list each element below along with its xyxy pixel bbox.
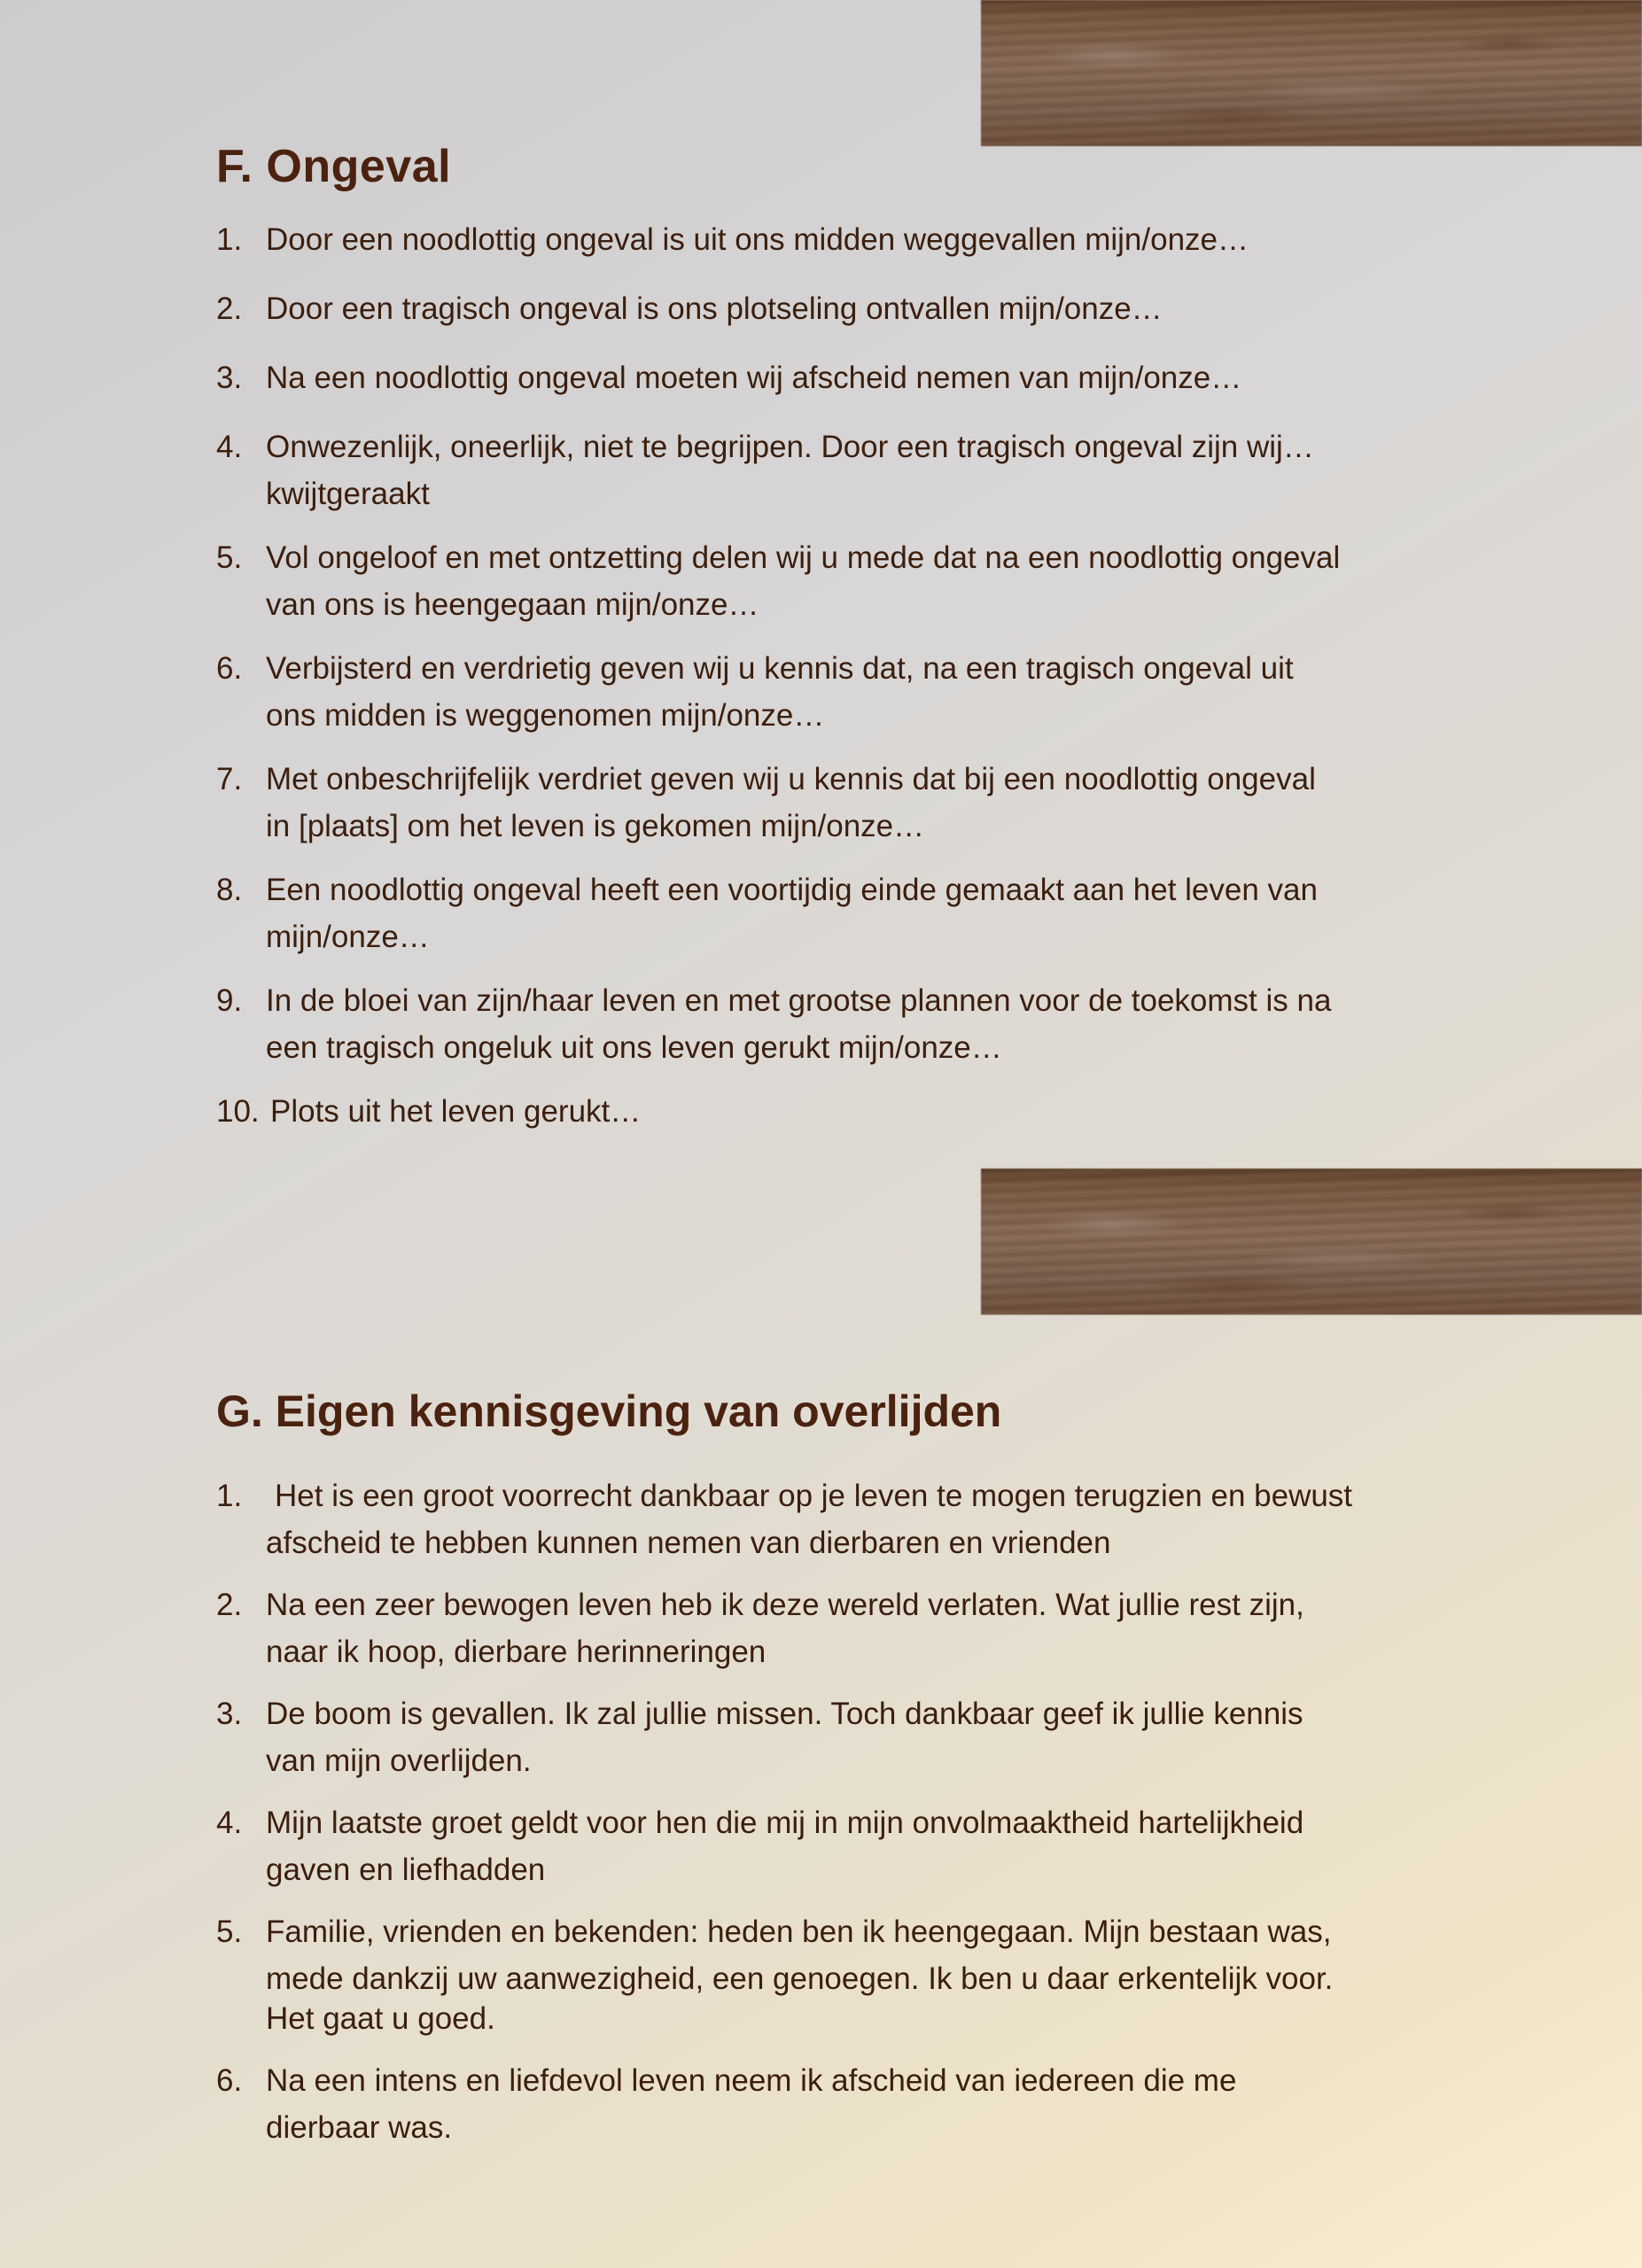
list-item-text: Door een noodlottig ongeval is uit ons midden weggevallen mijn/onze… [266, 222, 1249, 257]
list-item-text-continued: naar ik hoop, dierbare herinneringen [266, 1635, 767, 1669]
list-item-text-continued: gaven en liefhadden [266, 1852, 546, 1887]
list-item-number: 2. [216, 1588, 243, 1622]
list-item-text-continued: van ons is heengegaan mijn/onze… [266, 587, 759, 622]
list-item [216, 2057, 1457, 2151]
list-item-text: Verbijsterd en verdrietig geven wij u kennis dat, na een tragisch ongeval uit [266, 651, 1294, 686]
list-item-text: Na een noodlottig ongeval moeten wij afscheid nemen van mijn/onze… [266, 361, 1242, 395]
list-item [216, 423, 1457, 517]
list-item-text: Door een tragisch ongeval is ons plotseling ontvallen mijn/onze… [266, 291, 1163, 326]
list-item-number: 3. [216, 361, 243, 395]
list-item [216, 1690, 1457, 1784]
list-item-number: 3. [216, 1697, 243, 1731]
list-item-text-continued: kwijtgeraakt [266, 477, 430, 511]
list-item-number: 4. [216, 1806, 243, 1840]
list-item-text: Na een intens en liefdevol leven neem ik afscheid van iedereen die me [266, 2063, 1237, 2098]
list-item [216, 534, 1457, 628]
list-item-number: 7. [216, 762, 243, 796]
list-item-number: 6. [216, 2063, 243, 2098]
list-item-text-continued: in [plaats] om het leven is gekomen mijn/onze… [266, 809, 925, 843]
list-item-number: 5. [216, 540, 243, 575]
list-item-text: In de bloei van zijn/haar leven en met grootse plannen voor de toekomst is na [266, 983, 1332, 1018]
list-item-text: Onwezenlijk, oneerlijk, niet te begrijpen. Door een tragisch ongeval zijn wij… [266, 430, 1314, 464]
list-item [216, 1799, 1457, 1893]
section-g-heading: G. Eigen kennisgeving van overlijden [216, 1386, 1002, 1436]
list-item-text: Plots uit het leven gerukt… [270, 1094, 642, 1129]
list-item [216, 756, 1457, 850]
list-item-number: 6. [216, 651, 243, 686]
wood-texture-banner-top [981, 0, 1642, 146]
list-item-text-continued: dierbaar was. [266, 2110, 453, 2145]
list-item-text: Het is een groot voorrecht dankbaar op je leven te mogen terugzien en bewust [275, 1479, 1353, 1513]
list-item-text: Een noodlottig ongeval heeft een voortijdig einde gemaakt aan het leven van [266, 873, 1318, 907]
list-item-text: Na een zeer bewogen leven heb ik deze wereld verlaten. Wat jullie rest zijn, [266, 1588, 1304, 1622]
wood-texture-banner-middle [981, 1169, 1642, 1315]
list-item-number: 8. [216, 873, 243, 907]
list-item-text-continued: van mijn overlijden. [266, 1744, 532, 1778]
list-item-text: Mijn laatste groet geldt voor hen die mij in mijn onvolmaaktheid hartelijkheid [266, 1806, 1304, 1840]
list-item-number: 2. [216, 291, 243, 326]
list-item [216, 1908, 1457, 2042]
list-item-text-continued: een tragisch ongeluk uit ons leven gerukt mijn/onze… [266, 1030, 1002, 1065]
list-item-text-continued: mede dankzij uw aanwezigheid, een genoegen. Ik ben u daar erkentelijk voor. [266, 1961, 1334, 1996]
list-item [216, 1581, 1457, 1675]
list-item-number: 9. [216, 983, 243, 1018]
section-f-heading: F. Ongeval [216, 141, 452, 192]
list-item-text: Met onbeschrijfelijk verdriet geven wij u kennis dat bij een noodlottig ongeval [266, 762, 1316, 796]
list-item-number: 1. [216, 1479, 243, 1513]
list-item-text-continued: mijn/onze… [266, 920, 430, 954]
list-item [216, 1088, 1457, 1135]
list-item-text: Vol ongeloof en met ontzetting delen wij u mede dat na een noodlottig ongeval [266, 540, 1341, 575]
section-g-list [216, 1472, 1457, 2166]
list-item-text-continued: afscheid te hebben kunnen nemen van dierbaren en vrienden [266, 1526, 1111, 1560]
list-item-text-continued: Het gaat u goed. [266, 2001, 495, 2036]
section-f-list [216, 216, 1457, 1157]
list-item [216, 354, 1457, 401]
list-item-number: 1. [216, 222, 243, 257]
list-item [216, 977, 1457, 1071]
list-item [216, 285, 1457, 332]
list-item-number: 4. [216, 430, 243, 464]
list-item-number: 5. [216, 1915, 243, 1949]
list-item-text: Familie, vrienden en bekenden: heden ben ik heengegaan. Mijn bestaan was, [266, 1915, 1332, 1949]
list-item-text-continued: ons midden is weggenomen mijn/onze… [266, 698, 825, 733]
list-item [216, 645, 1457, 739]
list-item [216, 866, 1457, 960]
list-item [216, 1472, 1457, 1566]
list-item-number: 10. [216, 1094, 260, 1129]
list-item [216, 216, 1457, 263]
list-item-text: De boom is gevallen. Ik zal jullie missen. Toch dankbaar geef ik jullie kennis [266, 1697, 1303, 1731]
